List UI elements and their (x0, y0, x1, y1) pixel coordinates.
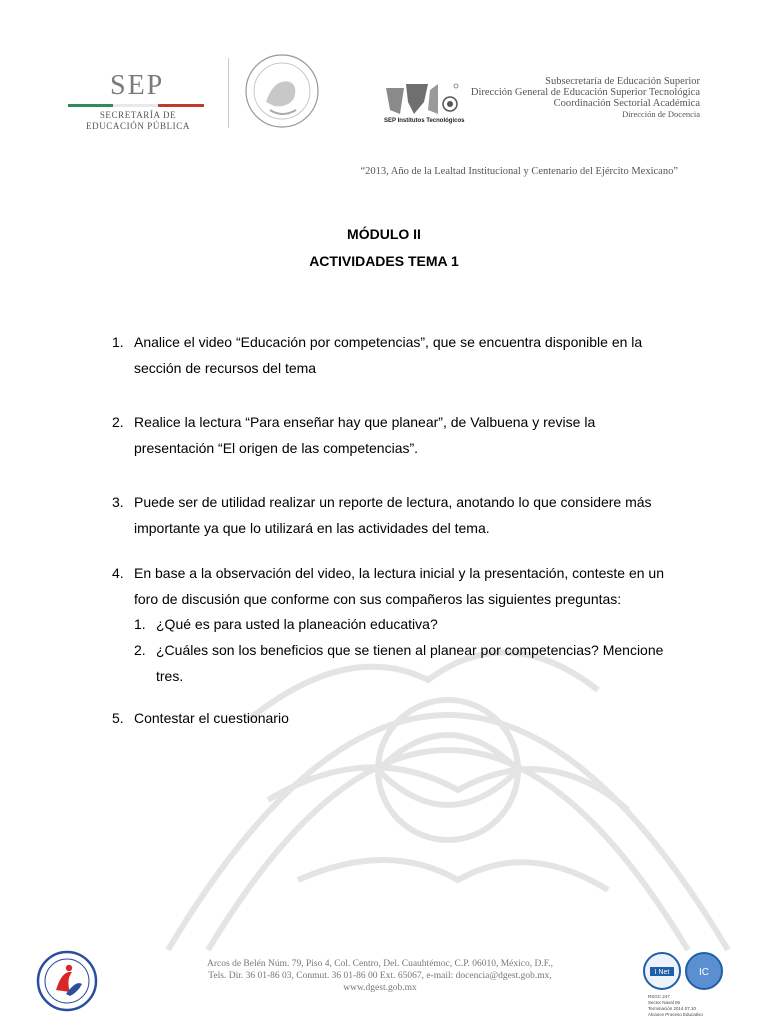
sep-logo-line1: SECRETARÍA DE (99, 110, 177, 120)
cert-line: Terminación 2014.07.10 (648, 1006, 697, 1011)
header-institution-lines (471, 76, 700, 120)
page-title: MÓDULO II (347, 226, 421, 242)
list-item-line: presentación “El origen de las competencias”. (134, 440, 419, 456)
list-item-number: 1. (112, 334, 124, 350)
sep-logo-stripe (68, 104, 204, 107)
list-item-number: 4. (112, 565, 124, 581)
cert-line: Alcance Proceso Educativo (648, 1012, 703, 1017)
list-item-line: importante ya que lo utilizará en las actividades del tema. (134, 520, 490, 536)
sub-list-item-line: tres. (156, 668, 184, 684)
list-item (112, 409, 696, 461)
cert-line: Sector Naval 06 (648, 1000, 681, 1005)
dgest-badge-icon (36, 950, 98, 1012)
header-line-4: Dirección de Docencia (622, 109, 700, 119)
list-item-line: En base a la observación del video, la lectura inicial y la presentación, conteste en un (134, 565, 664, 581)
cert-badge-1-text: I Net (654, 969, 670, 976)
sub-list-item-line: ¿Cuáles son los beneficios que se tienen al planear por competencias? Mencione (156, 642, 664, 658)
header-divider (228, 58, 229, 128)
header-line-3: Coordinación Sectorial Académica (553, 98, 700, 109)
header-line-1: Subsecretaría de Educación Superior (545, 76, 700, 87)
list-item (112, 329, 696, 381)
sub-list-item (134, 637, 696, 689)
sub-list-item-line: ¿Qué es para usted la planeación educativa? (156, 616, 438, 632)
list-item (112, 489, 696, 541)
institutos-tecnologicos-logo (384, 80, 464, 130)
list-item-number: 5. (112, 710, 124, 726)
list-item-line: foro de discusión que conforme con sus compañeros las siguientes preguntas: (134, 591, 622, 607)
it-logo-caption: SEP Institutos Tecnológicos (384, 118, 465, 124)
list-item-line: Analice el video “Educación por competencias”, que se encuentra disponible en la (134, 334, 643, 350)
it-logo-icon (384, 80, 464, 116)
list-item-line: Realice la lectura “Para enseñar hay que planear”, de Valbuena y revise la (134, 414, 596, 430)
page-subtitle: ACTIVIDADES TEMA 1 (309, 253, 459, 269)
list-item-line: Contestar el cuestionario (134, 710, 289, 726)
certification-badges (640, 950, 732, 1024)
header-line-2: Dirección General de Educación Superior Tecnológica (470, 87, 700, 98)
sep-logo-line2: EDUCACIÓN PÚBLICA (86, 121, 190, 131)
sep-logo (68, 70, 208, 132)
list-item (112, 705, 696, 731)
list-item-number: 3. (112, 494, 124, 510)
list-item-line: sección de recursos del tema (134, 360, 317, 376)
sub-list-item (134, 611, 696, 637)
mexico-seal-icon (244, 52, 320, 130)
footer-line-2: Tels. Dir. 36 01-86 03, Conmut. 36 01-86 00 Ext. 65067, e-mail: docencia@dgest.gob.mx, (208, 971, 552, 981)
cert-badge-2-text: IC (699, 967, 709, 978)
footer-line-1: Arcos de Belén Núm. 79, Piso 4, Col. Centro, Del. Cuauhtémoc, C.P. 06010, México, D.F., (207, 959, 553, 969)
list-item-number: 2. (112, 414, 124, 430)
list-item-line: Puede ser de utilidad realizar un reporte de lectura, anotando lo que considere más (134, 494, 652, 510)
footer-line-3: www.dgest.gob.mx (343, 983, 417, 993)
cert-line: RSGC 247 (648, 994, 670, 999)
certification-seals-icon (640, 950, 732, 992)
list-item (112, 560, 696, 612)
year-motto: “2013, Año de la Lealtad Institucional y Centenario del Ejército Mexicano” (360, 166, 678, 177)
sep-logo-word: SEP (110, 70, 165, 101)
sub-list-item-number: 2. (134, 642, 146, 658)
footer-address (160, 958, 600, 994)
sub-list-item-number: 1. (134, 616, 146, 632)
